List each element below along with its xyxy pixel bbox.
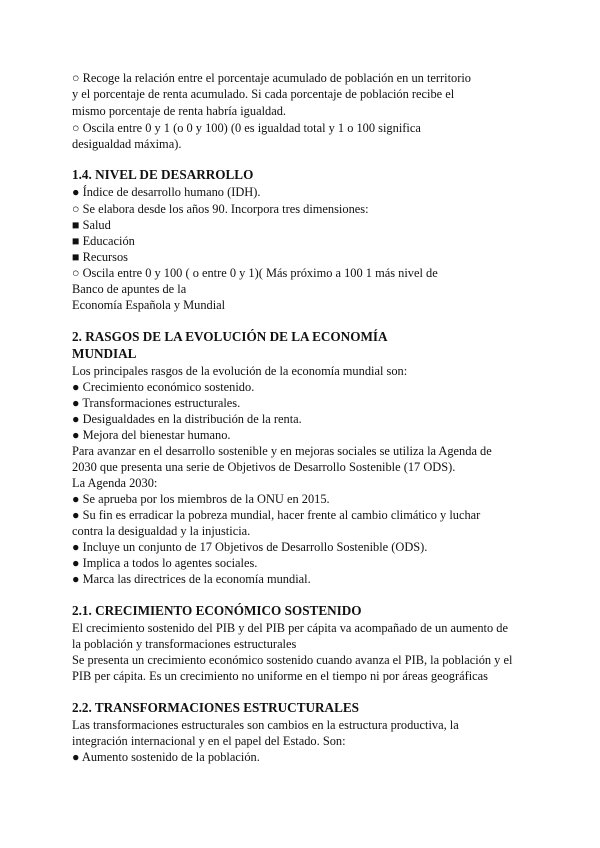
list-item: ● Se aprueba por los miembros de la ONU en 2015. (72, 492, 330, 506)
list-item: ● Crecimiento económico sostenido. (72, 380, 255, 394)
text-line: Se presenta un crecimiento económico sostenido cuando avanza el PIB, la población y el (72, 653, 513, 667)
intro-line: ○ Oscila entre 0 y 1 (o 0 y 100) (0 es igualdad total y 1 o 100 significa (72, 121, 421, 135)
text-line: Los principales rasgos de la evolución de la economía mundial son: (72, 364, 408, 378)
list-item: ● Transformaciones estructurales. (72, 396, 241, 410)
list-item: ○ Se elabora desde los años 90. Incorpora tres dimensiones: (72, 202, 369, 216)
list-item: ● Implica a todos lo agentes sociales. (72, 556, 258, 570)
text-line: Economía Española y Mundial (72, 298, 226, 312)
intro-line: ○ Recoge la relación entre el porcentaje acumulado de población en un territorio (72, 71, 471, 85)
list-item: ■ Salud (72, 218, 111, 232)
text-line: Banco de apuntes de la (72, 282, 187, 296)
text-line: integración internacional y en el papel del Estado. Son: (72, 734, 346, 748)
list-item: ○ Oscila entre 0 y 100 ( o entre 0 y 1)( Más próximo a 100 1 más nivel de (72, 266, 438, 280)
section-heading-2: 2. RASGOS DE LA EVOLUCIÓN DE LA ECONOMÍA (72, 329, 388, 344)
text-line: Para avanzar en el desarrollo sostenible y en mejoras sociales se utiliza la Agenda de (72, 444, 492, 458)
list-item: ● Incluye un conjunto de 17 Objetivos de Desarrollo Sostenible (ODS). (72, 540, 428, 554)
text-line: la población y transformaciones estructurales (72, 637, 297, 651)
list-item: ■ Educación (72, 234, 135, 248)
section-heading-1-4: 1.4. NIVEL DE DESARROLLO (72, 167, 254, 182)
list-item: ● Marca las directrices de la economía mundial. (72, 572, 311, 586)
section-heading-2-cont: MUNDIAL (72, 346, 137, 361)
text-line: El crecimiento sostenido del PIB y del PIB per cápita va acompañado de un aumento de (72, 621, 508, 635)
list-item: ● Mejora del bienestar humano. (72, 428, 231, 442)
intro-line: y el porcentaje de renta acumulado. Si cada porcentaje de población recibe el (72, 87, 455, 101)
intro-line: mismo porcentaje de renta habría igualdad. (72, 104, 286, 118)
intro-line: desigualdad máxima). (72, 137, 182, 151)
list-item: ● Su fin es erradicar la pobreza mundial, hacer frente al cambio climático y luchar (72, 508, 481, 522)
list-item: ● Desigualdades en la distribución de la renta. (72, 412, 302, 426)
text-line: PIB per cápita. Es un crecimiento no uniforme en el tiempo ni por áreas geográficas (72, 669, 488, 683)
section-heading-2-1: 2.1. CRECIMIENTO ECONÓMICO SOSTENIDO (72, 603, 362, 618)
section-heading-2-2: 2.2. TRANSFORMACIONES ESTRUCTURALES (72, 700, 360, 715)
list-item: ● Aumento sostenido de la población. (72, 750, 260, 764)
text-line: 2030 que presenta una serie de Objetivos de Desarrollo Sostenible (17 ODS). (72, 460, 456, 474)
text-line: La Agenda 2030: (72, 476, 158, 490)
list-item: ■ Recursos (72, 250, 129, 264)
list-item: ● Índice de desarrollo humano (IDH). (72, 185, 261, 199)
text-line: Las transformaciones estructurales son cambios en la estructura productiva, la (72, 718, 459, 732)
text-line: contra la desigualdad y la injusticia. (72, 524, 251, 538)
